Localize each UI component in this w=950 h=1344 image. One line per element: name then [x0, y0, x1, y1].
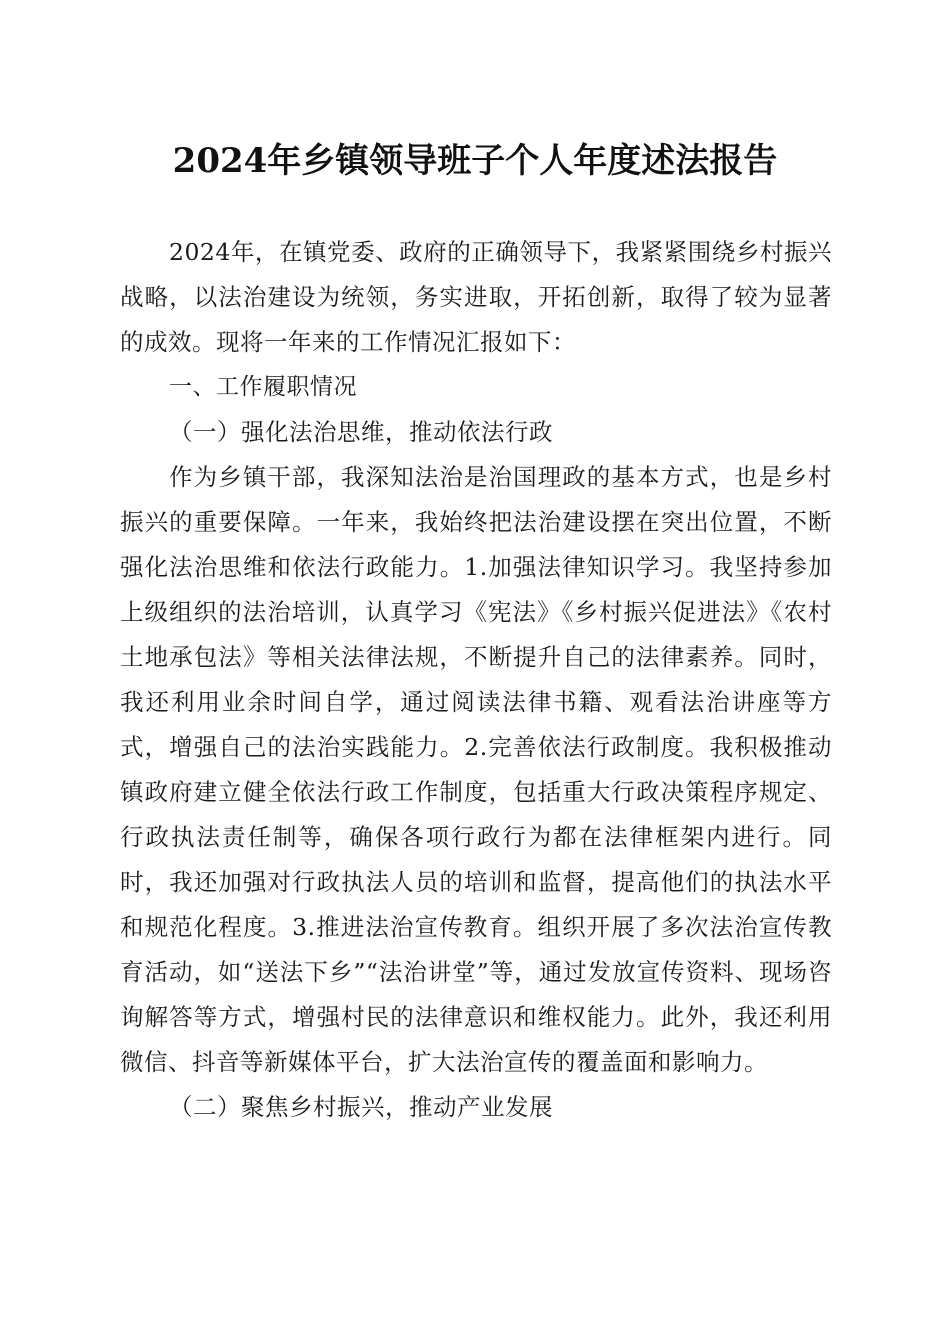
- document-body: [120, 230, 832, 1130]
- subsection-1-paragraph: 作为乡镇干部，我深知法治是治国理政的基本方式，也是乡村振兴的重要保障。一年来，我始终把法治建设摆在突出位置，不断强化法治思维和依法行政能力。1.加强法律知识学习。我坚持参加上级组织的法治培训，认真学习《宪法》《乡村振兴促进法》《农村土地承包法》等相关法律法规，不断提升自己的法律素养。同时，我还利用业余时间自学，通过阅读法律书籍、观看法治讲座等方式，增强自己的法治实践能力。2.完善依法行政制度。我积极推动镇政府建立健全依法行政工作制度，包括重大行政决策程序规定、行政执法责任制等，确保各项行政行为都在法律框架内进行。同时，我还加强对行政执法人员的培训和监督，提高他们的执法水平和规范化程度。3.推进法治宣传教育。组织开展了多次法治宣传教育活动，如“送法下乡”“法治讲堂”等，通过发放宣传资料、现场咨询解答等方式，增强村民的法律意识和维权能力。此外，我还利用微信、抖音等新媒体平台，扩大法治宣传的覆盖面和影响力。: [120, 463, 832, 1076]
- subsection-heading-2: （二）聚焦乡村振兴，推动产业发展: [169, 1093, 553, 1121]
- subsection-heading-1: （一）强化法治思维，推动依法行政: [169, 418, 553, 446]
- section-heading: 一、工作履职情况: [169, 374, 357, 400]
- document-title: 2024年乡镇领导班子个人年度述法报告: [172, 141, 778, 181]
- intro-paragraph: 2024年，在镇党委、政府的正确领导下，我紧紧围绕乡村振兴战略，以法治建设为统领，务实进取，开拓创新，取得了较为显著的成效。现将一年来的工作情况汇报如下：: [120, 238, 832, 356]
